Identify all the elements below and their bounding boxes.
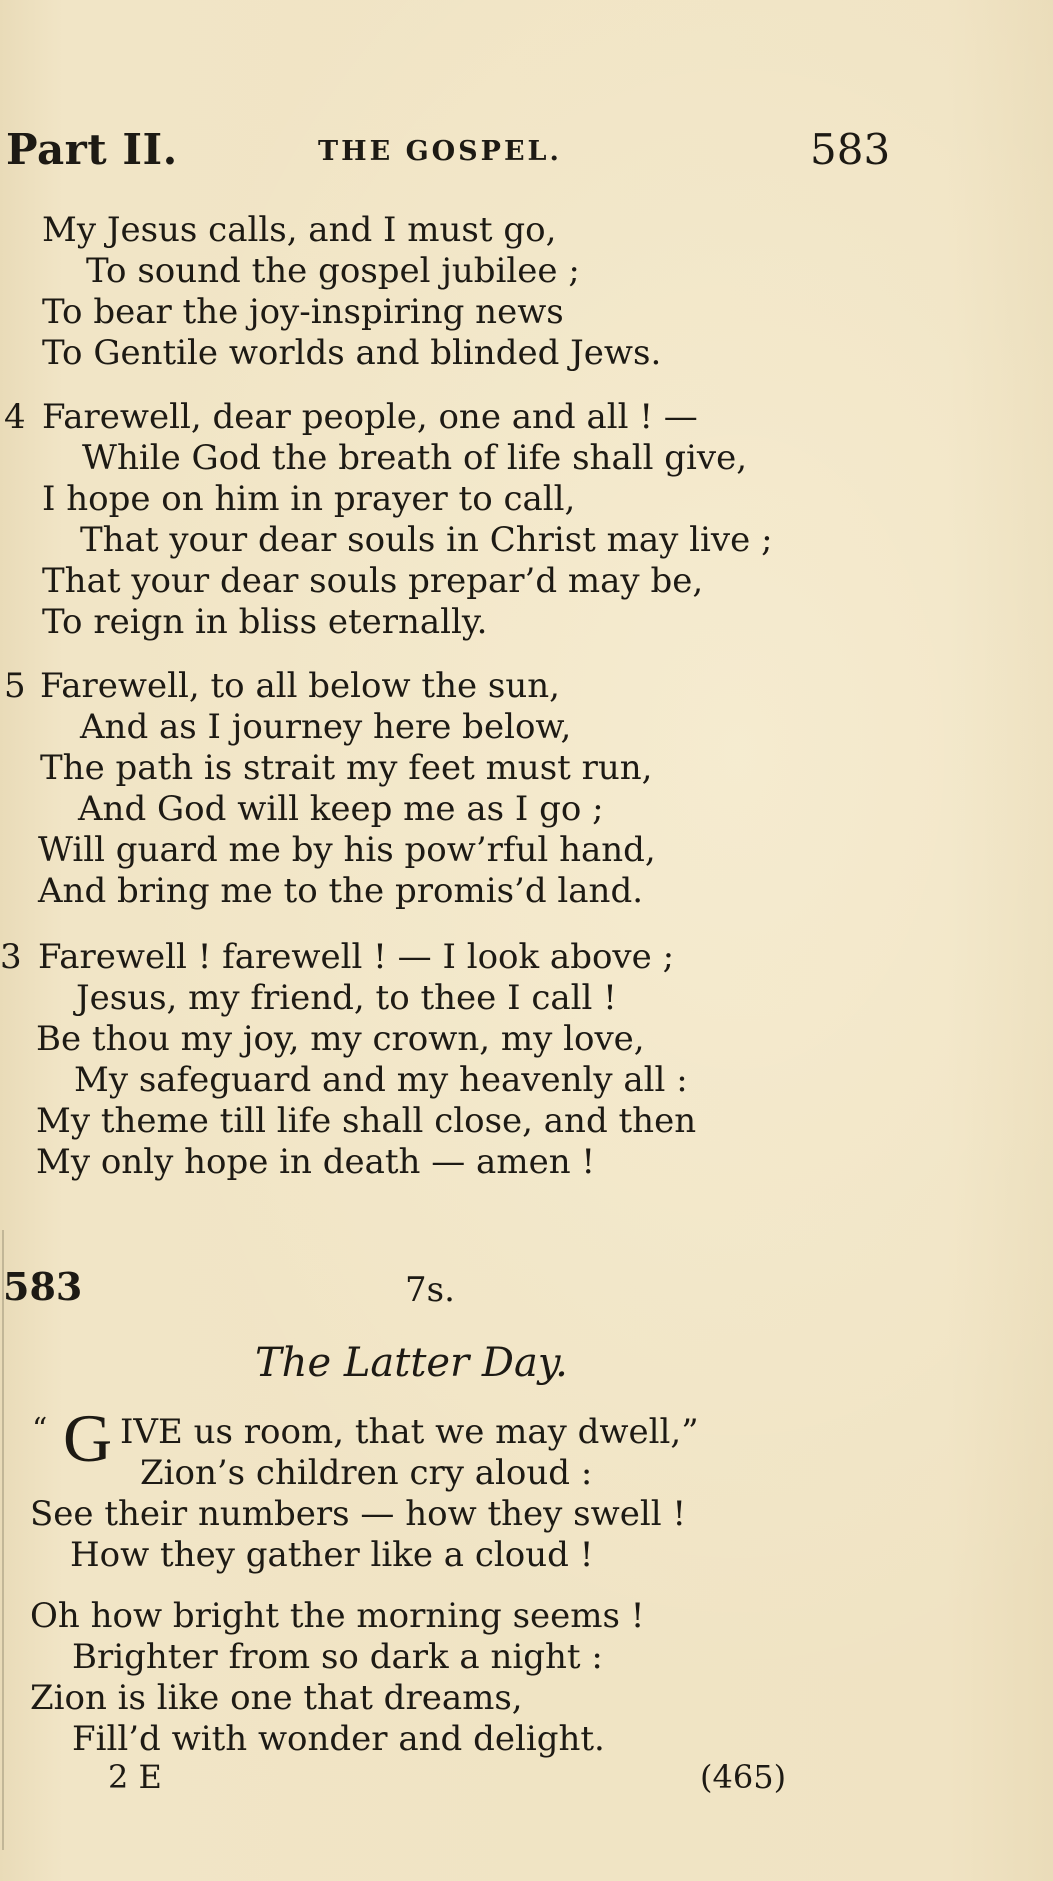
verse-line: I hope on him in prayer to call, — [42, 479, 576, 519]
verse-line: To Gentile worlds and blinded Jews. — [42, 333, 662, 373]
verse-line: My Jesus calls, and I must go, — [42, 210, 557, 250]
verse-line: Zion’s children cry aloud : — [140, 1453, 593, 1493]
verse-line: IVE us room, that we may dwell,” — [120, 1412, 699, 1452]
verse-line: Farewell, to all below the sun, — [40, 666, 560, 706]
opening-quote: “ — [32, 1412, 48, 1447]
verse-line: Fill’d with wonder and delight. — [72, 1719, 605, 1759]
stanza-number: 4 — [4, 397, 26, 437]
verse-line: That your dear souls in Christ may live ; — [80, 520, 773, 560]
verse-line: See their numbers — how they swell ! — [30, 1494, 687, 1534]
stanza-number: 3 — [0, 937, 22, 977]
verse-line: My only hope in death — amen ! — [36, 1142, 596, 1182]
stanza-number: 5 — [4, 666, 26, 706]
verse-line: My safeguard and my heavenly all : — [74, 1060, 688, 1100]
verse-line: Jesus, my friend, to thee I call ! — [76, 978, 617, 1018]
verse-line: While God the breath of life shall give, — [82, 438, 748, 478]
verse-line: And as I journey here below, — [80, 707, 572, 747]
verse-line: That your dear souls prepar’d may be, — [42, 561, 704, 601]
drop-cap: G — [63, 1400, 113, 1476]
running-head-page-number: 583 — [810, 125, 891, 174]
verse-line: And God will keep me as I go ; — [78, 789, 604, 829]
verse-line: Farewell, dear people, one and all ! — — [42, 397, 698, 437]
footer-page-reference: (465) — [700, 1758, 787, 1796]
verse-line: To reign in bliss eternally. — [42, 602, 488, 642]
verse-line: Oh how bright the morning seems ! — [30, 1596, 645, 1636]
verse-line: The path is strait my feet must run, — [40, 748, 653, 788]
hymn-number: 583 — [3, 1264, 83, 1309]
signature-mark: 2 E — [108, 1758, 162, 1796]
verse-line: My theme till life shall close, and then — [36, 1101, 697, 1141]
verse-line: And bring me to the promis’d land. — [38, 871, 644, 911]
verse-line: Brighter from so dark a night : — [72, 1637, 603, 1677]
hymn-meter: 7s. — [405, 1270, 455, 1310]
verse-line: Zion is like one that dreams, — [30, 1678, 523, 1718]
verse-line: Farewell ! farewell ! — I look above ; — [38, 937, 675, 977]
verse-line: How they gather like a cloud ! — [70, 1535, 594, 1575]
verse-line: Be thou my joy, my crown, my love, — [36, 1019, 645, 1059]
running-head-part: Part II. — [6, 125, 178, 174]
verse-line: Will guard me by his pow’rful hand, — [38, 830, 656, 870]
page-edge-shadow — [2, 1230, 4, 1850]
verse-line: To sound the gospel jubilee ; — [86, 251, 580, 291]
verse-line: To bear the joy-inspiring news — [42, 292, 564, 332]
hymn-title: The Latter Day. — [255, 1340, 568, 1386]
running-head-title: THE GOSPEL. — [318, 136, 562, 167]
